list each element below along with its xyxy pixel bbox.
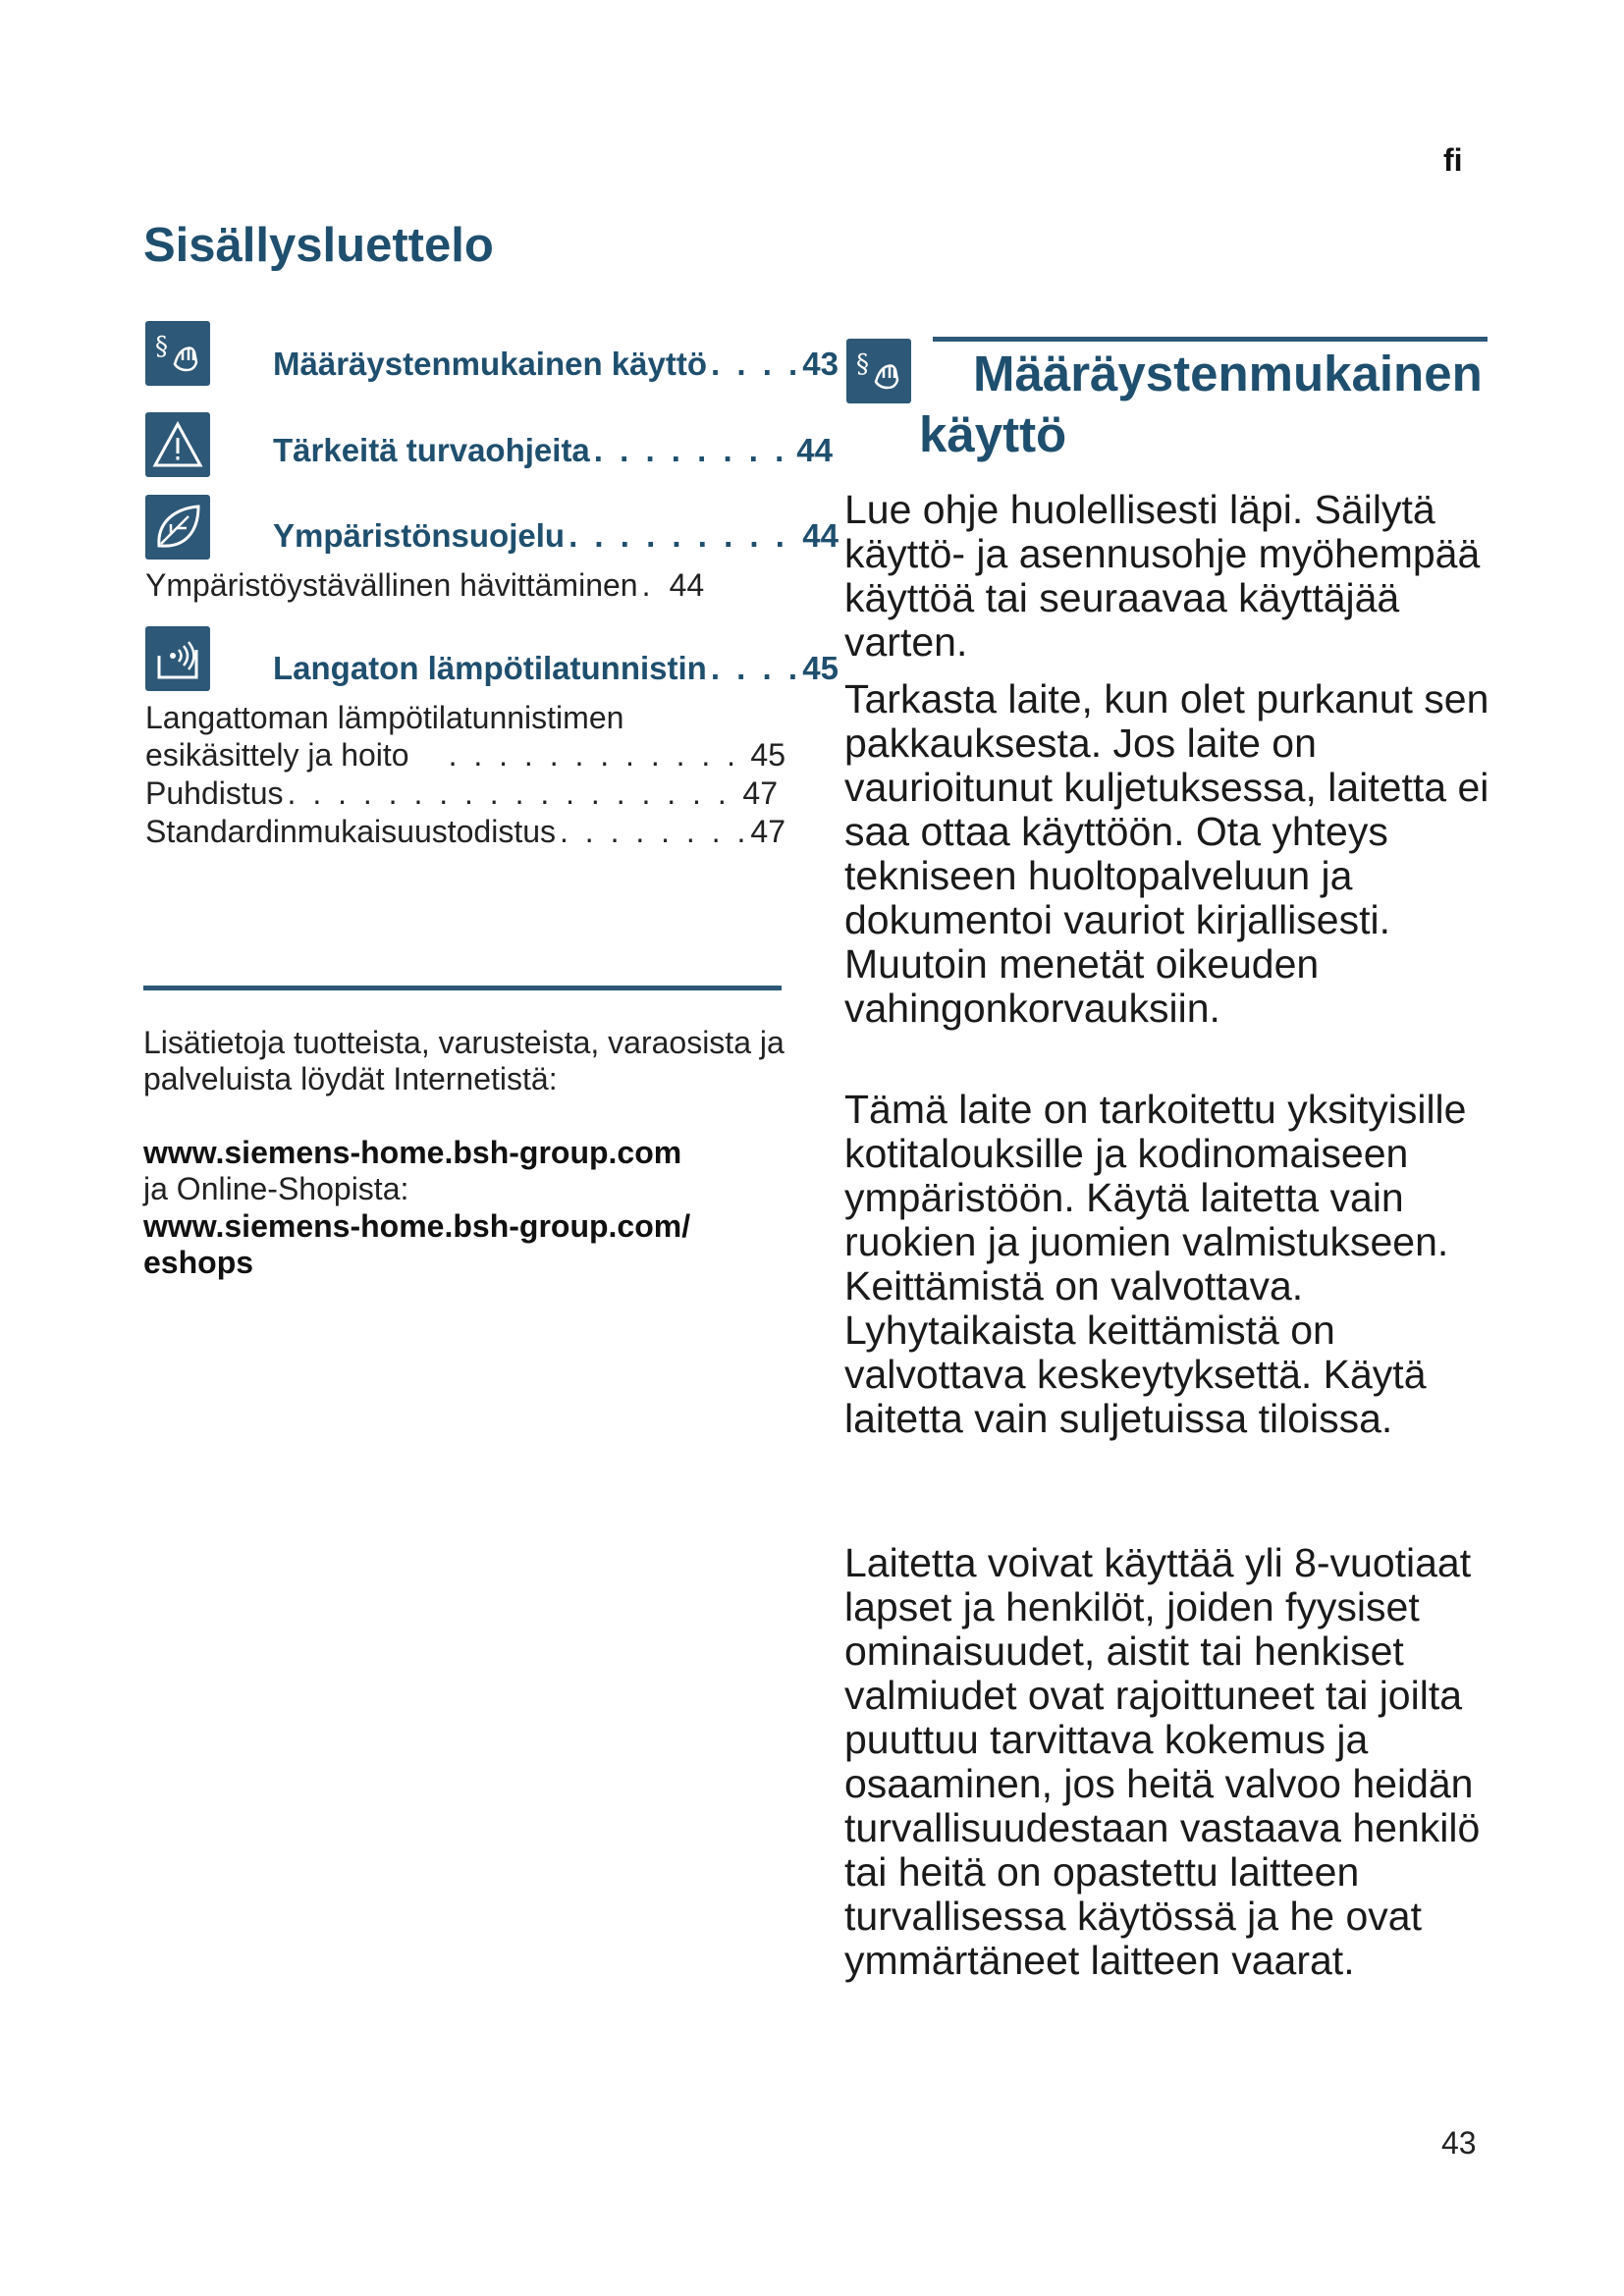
dot-leader: [284, 775, 739, 812]
regulations-hand-icon: [846, 339, 911, 403]
toc-entry-label: Tärkeitä turvaohjeita: [273, 432, 590, 468]
toc-subentry-page: 47: [750, 814, 785, 849]
svg-text:§: §: [856, 349, 869, 379]
toc-title: Sisällysluettelo: [143, 219, 494, 272]
toc-entry-label: Määräystenmukainen käyttö: [273, 346, 708, 382]
body-paragraph: Laitetta voivat käyttää yli 8-vuotiaat lapset ja henkilöt, joiden fyysiset ominaisuudet, aistit tai henkiset valmiudet ovat rajoittuneet tai joilta puuttuu tarvittava kokemus ja osaaminen, jos heitä valvoo heidän turvallisuudestaan vastaava henkilö tai heitä on opastettu laitteen turvallisessa käytössä ja he ovat ymmärtäneet laitteen vaarat.: [844, 1540, 1481, 1983]
toc-subentry-page: 45: [750, 737, 785, 773]
section-title-line1: Määräystenmukainen: [973, 346, 1483, 401]
toc-entry-page: 44: [802, 517, 839, 554]
language-code: fi: [1443, 142, 1463, 178]
leaf-icon: [145, 495, 210, 560]
toc-entry[interactable]: [273, 432, 833, 469]
toc-subentry-line1: Langattoman lämpötilatunnistimen: [145, 700, 624, 735]
toc-subentry-page: 44: [669, 567, 705, 603]
toc-entry-page: 43: [802, 346, 839, 382]
toc-subentry-label: esikäsittely ja hoito: [145, 737, 409, 773]
shop-link-line2: eshops: [143, 1245, 254, 1280]
section-title-line2: käyttö: [919, 406, 1067, 462]
body-paragraph: Tarkasta laite, kun olet purkanut sen pakkauksesta. Jos laite on vaurioitunut kuljetuksessa, laitetta ei saa ottaa käyttöön. Ota yhteys tekniseen huoltopalveluun ja dokumentoi vauriot kirjallisesti. Muutoin menetät oikeuden vahingonkorvauksiin.: [844, 676, 1489, 1031]
dot-leader: [565, 517, 798, 555]
shop-link-line1: www.siemens-home.bsh-group.com/: [143, 1208, 691, 1244]
toc-entry-label: Langaton lämpötilatunnistin: [273, 650, 707, 686]
toc-entry[interactable]: [273, 650, 839, 687]
toc-subentry-label: Standardinmukaisuustodistus: [145, 814, 557, 849]
dot-leader: [409, 737, 747, 774]
toc-entry-page: 44: [796, 432, 833, 468]
toc-subentry-page: 47: [742, 775, 778, 811]
toc-subentry-label: Ympäristöystävällinen hävittäminen: [145, 567, 638, 603]
dot-leader: [707, 346, 798, 383]
toc-subentry[interactable]: [145, 814, 785, 850]
toc-subentry[interactable]: [145, 567, 785, 604]
toc-entry[interactable]: [273, 346, 839, 383]
dot-leader: [556, 814, 746, 850]
shop-text: ja Online-Shopista:: [143, 1171, 409, 1206]
toc-subentry[interactable]: [145, 775, 778, 812]
dot-leader: [707, 650, 798, 687]
page-number: 43: [1441, 2125, 1477, 2161]
svg-text:§: §: [155, 332, 168, 361]
body-paragraph: Tämä laite on tarkoitettu yksityisille kotitalouksille ja kodinomaiseen ympäristöön. Käytä laitetta vain ruokien ja juomien valmistukseen. Keittämistä on valvottava. Lyhytaikaista keittämistä on valvottava keskeytyksettä. Käytä laitetta vain suljetuissa tiloissa.: [844, 1087, 1467, 1441]
toc-subentry-label: Puhdistus: [145, 775, 284, 811]
dot-leader: [638, 567, 666, 604]
regulations-hand-icon: [145, 321, 210, 386]
toc-subentry[interactable]: [145, 737, 785, 774]
divider: [143, 986, 782, 990]
website-link[interactable]: www.siemens-home.bsh-group.com: [143, 1135, 682, 1170]
info-text: Lisätietoja tuotteista, varusteista, varaosista ja palveluista löydät Internetistä:: [143, 1025, 785, 1096]
section-rule: [933, 337, 1488, 342]
warning-triangle-icon: [145, 412, 210, 477]
toc-entry-page: 45: [802, 650, 839, 686]
section-title: [919, 344, 1508, 465]
body-paragraph: Lue ohje huolellisesti läpi. Säilytä käyttö- ja asennusohje myöhempää käyttöä tai seuraavaa käyttäjää varten.: [844, 487, 1481, 665]
dot-leader: [590, 432, 793, 469]
wireless-sensor-icon: [145, 626, 210, 691]
shop-link[interactable]: [143, 1208, 791, 1281]
toc-entry-label: Ympäristönsuojelu: [273, 517, 566, 554]
toc-entry[interactable]: [273, 517, 839, 555]
